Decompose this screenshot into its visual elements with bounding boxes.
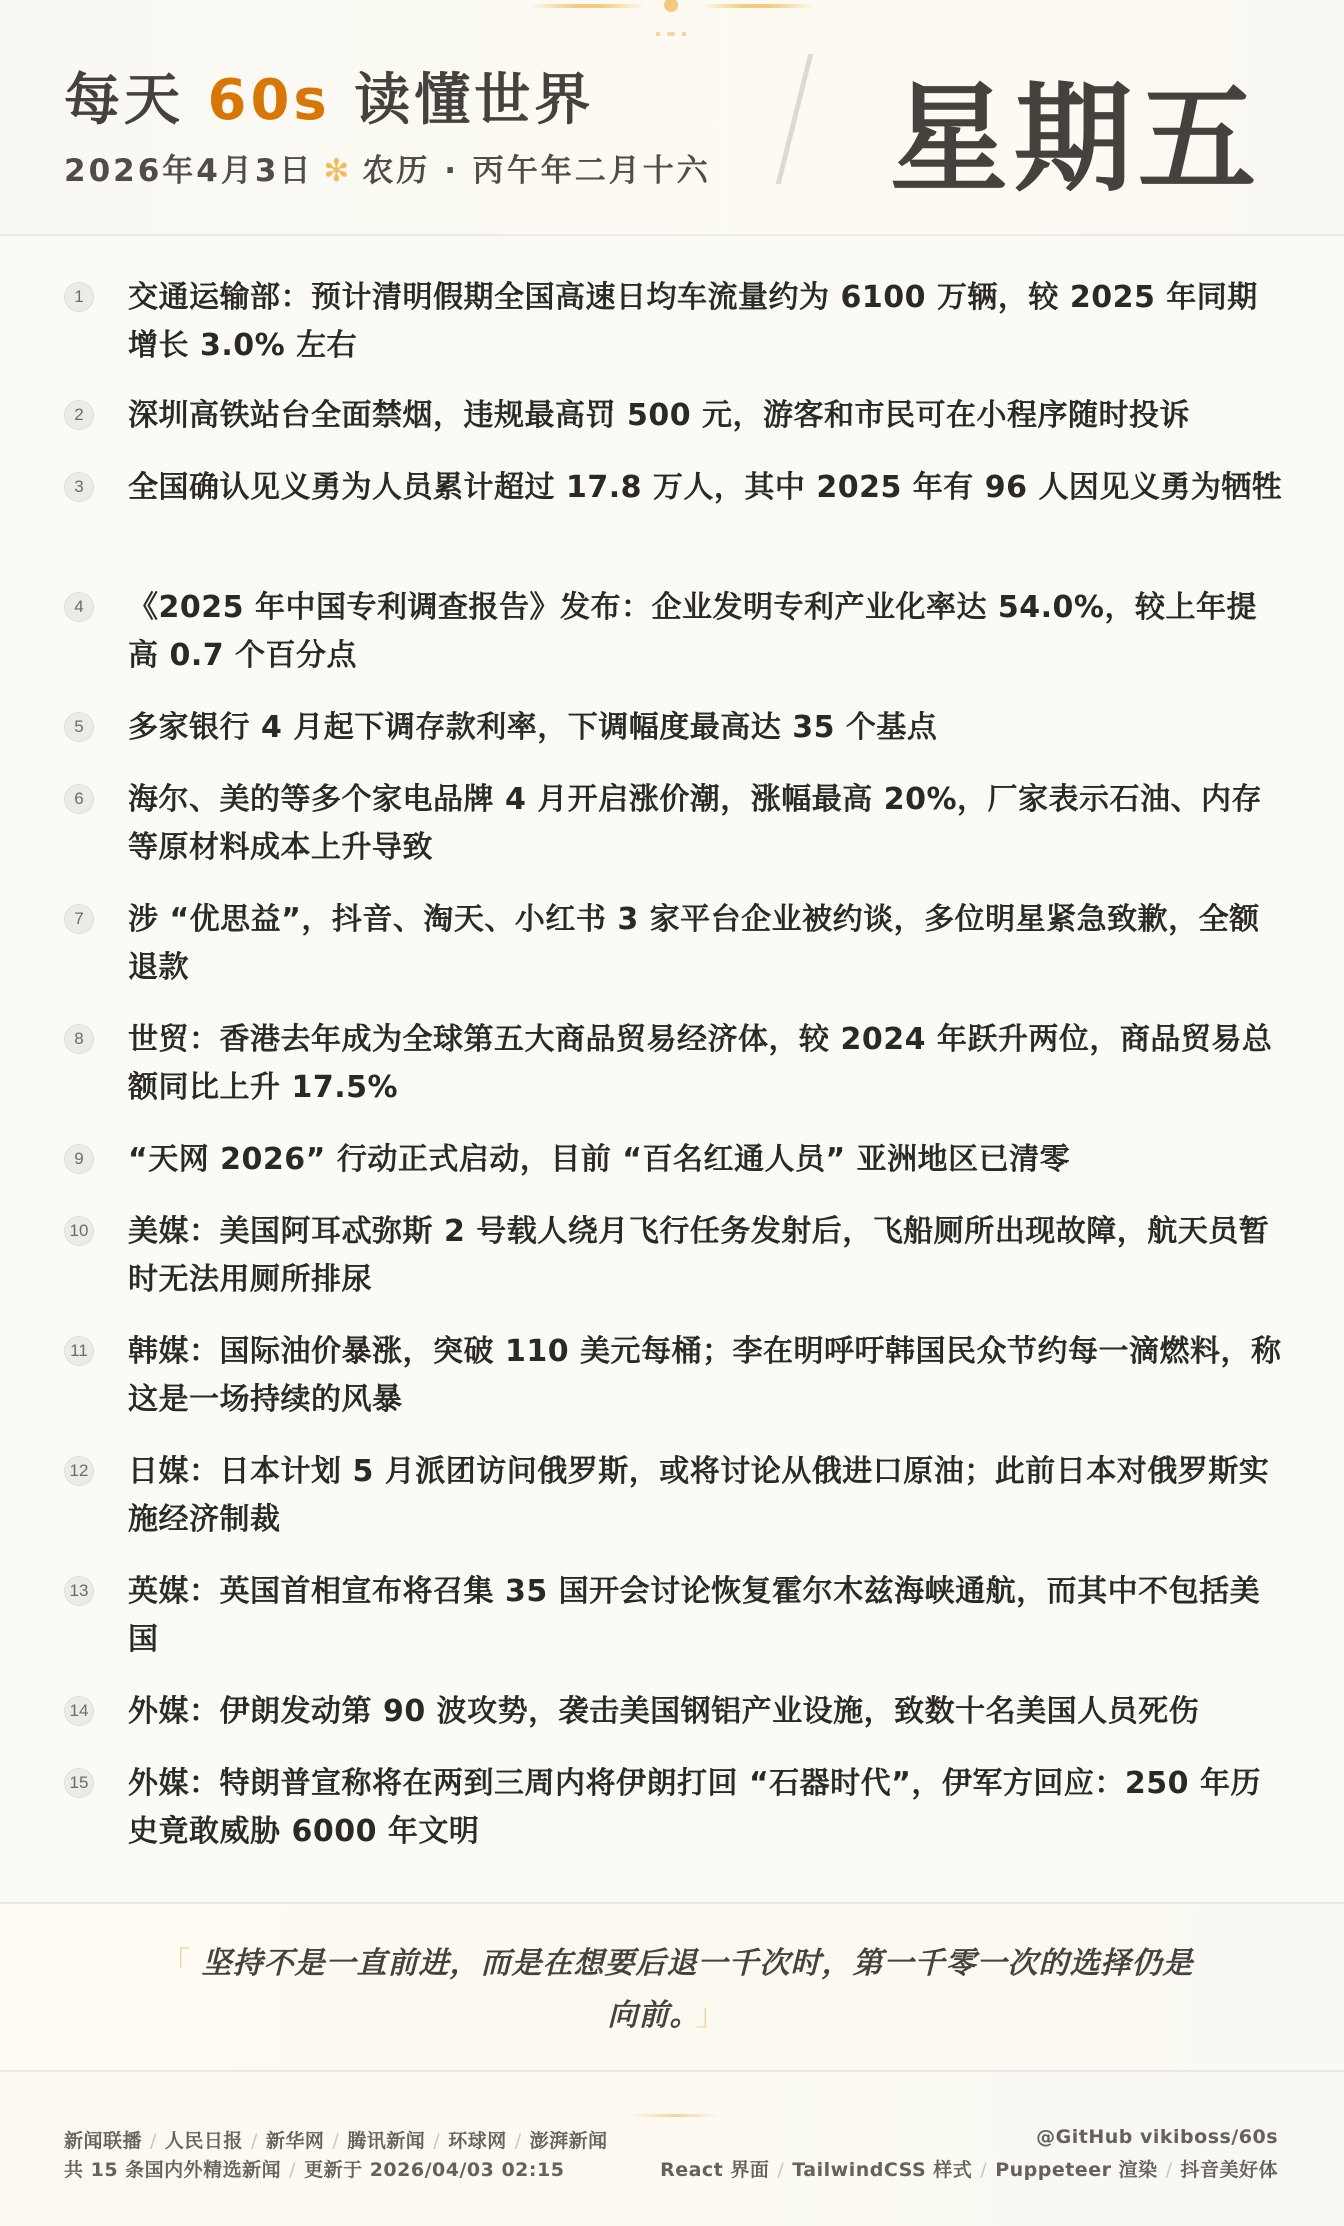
news-number-badge: 10	[64, 1216, 94, 1246]
news-number-badge: 1	[64, 282, 94, 312]
separator: /	[250, 2130, 258, 2152]
news-text: 涉 “优思益”，抖音、淘天、小红书 3 家平台企业被约谈，多位明星紧急致歉，全额退款	[128, 902, 1260, 985]
date-line	[64, 145, 711, 190]
news-number-badge: 13	[64, 1576, 94, 1606]
news-item	[64, 1760, 1284, 1856]
header	[0, 0, 1344, 236]
separator: /	[980, 2159, 988, 2181]
tech-stack	[660, 2155, 1278, 2182]
decor-mini-dot-icon	[656, 32, 660, 36]
decor-dot-icon	[664, 0, 678, 12]
news-text: 《2025 年中国专利调查报告》发布：企业发明专利产业化率达 54.0%，较上年提高 0.7 个百分点	[128, 590, 1257, 673]
github-credit[interactable]: @GitHub vikiboss/60s	[1036, 2126, 1278, 2148]
news-number-badge: 6	[64, 784, 94, 814]
slash-divider	[776, 54, 813, 184]
news-text: 全国确认见义勇为人员累计超过 17.8 万人，其中 2025 年有 96 人因见义勇为牺牲	[128, 470, 1283, 505]
news-number-badge: 15	[64, 1768, 94, 1798]
news-item	[64, 1208, 1284, 1304]
news-item	[64, 464, 1284, 512]
decor-mini-dot-icon	[667, 32, 675, 36]
news-text: 深圳高铁站台全面禁烟，违规最高罚 500 元，游客和市民可在小程序随时投诉	[128, 398, 1191, 433]
title-prefix: 每天	[64, 68, 184, 133]
source-item: 环球网	[448, 2130, 507, 2152]
news-item	[64, 704, 1284, 752]
news-number-badge: 7	[64, 904, 94, 934]
news-number-badge: 5	[64, 712, 94, 742]
news-item	[64, 584, 1284, 680]
news-text: 外媒：特朗普宣称将在两到三周内将伊朗打回 “石器时代”，伊军方回应：250 年历史竟敢威胁 6000 年文明	[128, 1766, 1261, 1849]
news-number-badge: 2	[64, 400, 94, 430]
source-item: 腾讯新闻	[347, 2130, 426, 2152]
news-number-badge: 9	[64, 1144, 94, 1174]
news-item	[64, 1136, 1284, 1184]
separator: /	[332, 2130, 340, 2152]
news-list	[0, 236, 1344, 1902]
news-text: 海尔、美的等多个家电品牌 4 月开启涨价潮，涨幅最高 20%，厂家表示石油、内存等原材料成本上升导致	[128, 782, 1263, 865]
news-item	[64, 1328, 1284, 1424]
news-text: 韩媒：国际油价暴涨，突破 110 美元每桶；李在明呼吁韩国民众节约每一滴燃料，称这是一场持续的风暴	[128, 1334, 1282, 1417]
news-item	[64, 896, 1284, 992]
news-text: 英媒：英国首相宣布将召集 35 国开会讨论恢复霍尔木兹海峡通航，而其中不包括美国	[128, 1574, 1261, 1657]
separator: /	[514, 2130, 522, 2152]
source-item: 澎湃新闻	[529, 2130, 608, 2152]
lunar-date: 农历 · 丙午年二月十六	[362, 153, 711, 189]
separator: /	[433, 2130, 441, 2152]
decor-bar-left	[530, 4, 645, 8]
title-accent: 60s	[207, 68, 331, 133]
source-item: 新华网	[265, 2130, 325, 2152]
news-item	[64, 274, 1284, 370]
quote-open-mark-icon: 「	[160, 1946, 192, 1981]
top-decoration	[530, 0, 820, 40]
weekday: 星期五	[890, 70, 1263, 208]
tech-item: 抖音美好体	[1180, 2159, 1278, 2181]
quote-text: 坚持不是一直前进，而是在想要后退一千次时，第一千零一次的选择仍是向前。	[201, 1946, 1194, 2033]
tech-item: React 界面	[660, 2159, 770, 2181]
news-sources	[64, 2126, 608, 2153]
news-item	[64, 1016, 1284, 1112]
star-icon: ✻	[323, 153, 353, 189]
updated-time: 更新于 2026/04/03 02:15	[304, 2159, 565, 2181]
tech-item: TailwindCSS 样式	[792, 2159, 973, 2181]
news-count: 共 15 条国内外精选新闻	[64, 2159, 282, 2181]
news-item	[64, 1688, 1284, 1736]
news-meta	[64, 2155, 564, 2182]
footer-decoration	[630, 2114, 720, 2117]
daily-quote	[0, 1902, 1344, 2072]
tech-item: Puppeteer 渲染	[995, 2159, 1158, 2181]
news-item	[64, 392, 1284, 440]
title-suffix: 读懂世界	[354, 68, 595, 133]
news-text: 外媒：伊朗发动第 90 波攻势，袭击美国钢铝产业设施，致数十名美国人员死伤	[128, 1694, 1200, 1729]
news-item	[64, 1448, 1284, 1544]
news-number-badge: 4	[64, 592, 94, 622]
decor-mini-dot-icon	[682, 32, 686, 36]
source-item: 新闻联播	[64, 2130, 143, 2152]
news-text: 多家银行 4 月起下调存款利率，下调幅度最高达 35 个基点	[128, 710, 938, 745]
gregorian-date: 2026年4月3日	[64, 153, 314, 189]
news-number-badge: 11	[64, 1336, 94, 1366]
page-title	[64, 56, 594, 136]
news-number-badge: 12	[64, 1456, 94, 1486]
news-item	[64, 776, 1284, 872]
news-number-badge: 8	[64, 1024, 94, 1054]
news-item	[64, 1568, 1284, 1664]
news-text: 美媒：美国阿耳忒弥斯 2 号载人绕月飞行任务发射后，飞船厕所出现故障，航天员暂时无法用厕所排尿	[128, 1214, 1270, 1297]
decor-bar-right	[700, 4, 815, 8]
separator: /	[150, 2130, 157, 2152]
separator: /	[777, 2159, 785, 2181]
news-number-badge: 14	[64, 1696, 94, 1726]
source-item: 人民日报	[164, 2130, 243, 2152]
separator: /	[289, 2159, 297, 2181]
quote-text-block	[150, 1938, 1194, 2042]
news-text: 交通运输部：预计清明假期全国高速日均车流量约为 6100 万辆，较 2025 年同期增长 3.0% 左右	[128, 280, 1258, 363]
news-text: “天网 2026” 行动正式启动，目前 “百名红通人员” 亚洲地区已清零	[128, 1142, 1071, 1177]
news-number-badge: 3	[64, 472, 94, 502]
news-text: 日媒：日本计划 5 月派团访问俄罗斯，或将讨论从俄进口原油；此前日本对俄罗斯实施经济制裁	[128, 1454, 1270, 1537]
separator: /	[1165, 2159, 1173, 2181]
news-text: 世贸：香港去年成为全球第五大商品贸易经济体，较 2024 年跃升两位，商品贸易总额同比上升 17.5%	[128, 1022, 1273, 1105]
quote-close-mark-icon: 」	[695, 1998, 727, 2033]
